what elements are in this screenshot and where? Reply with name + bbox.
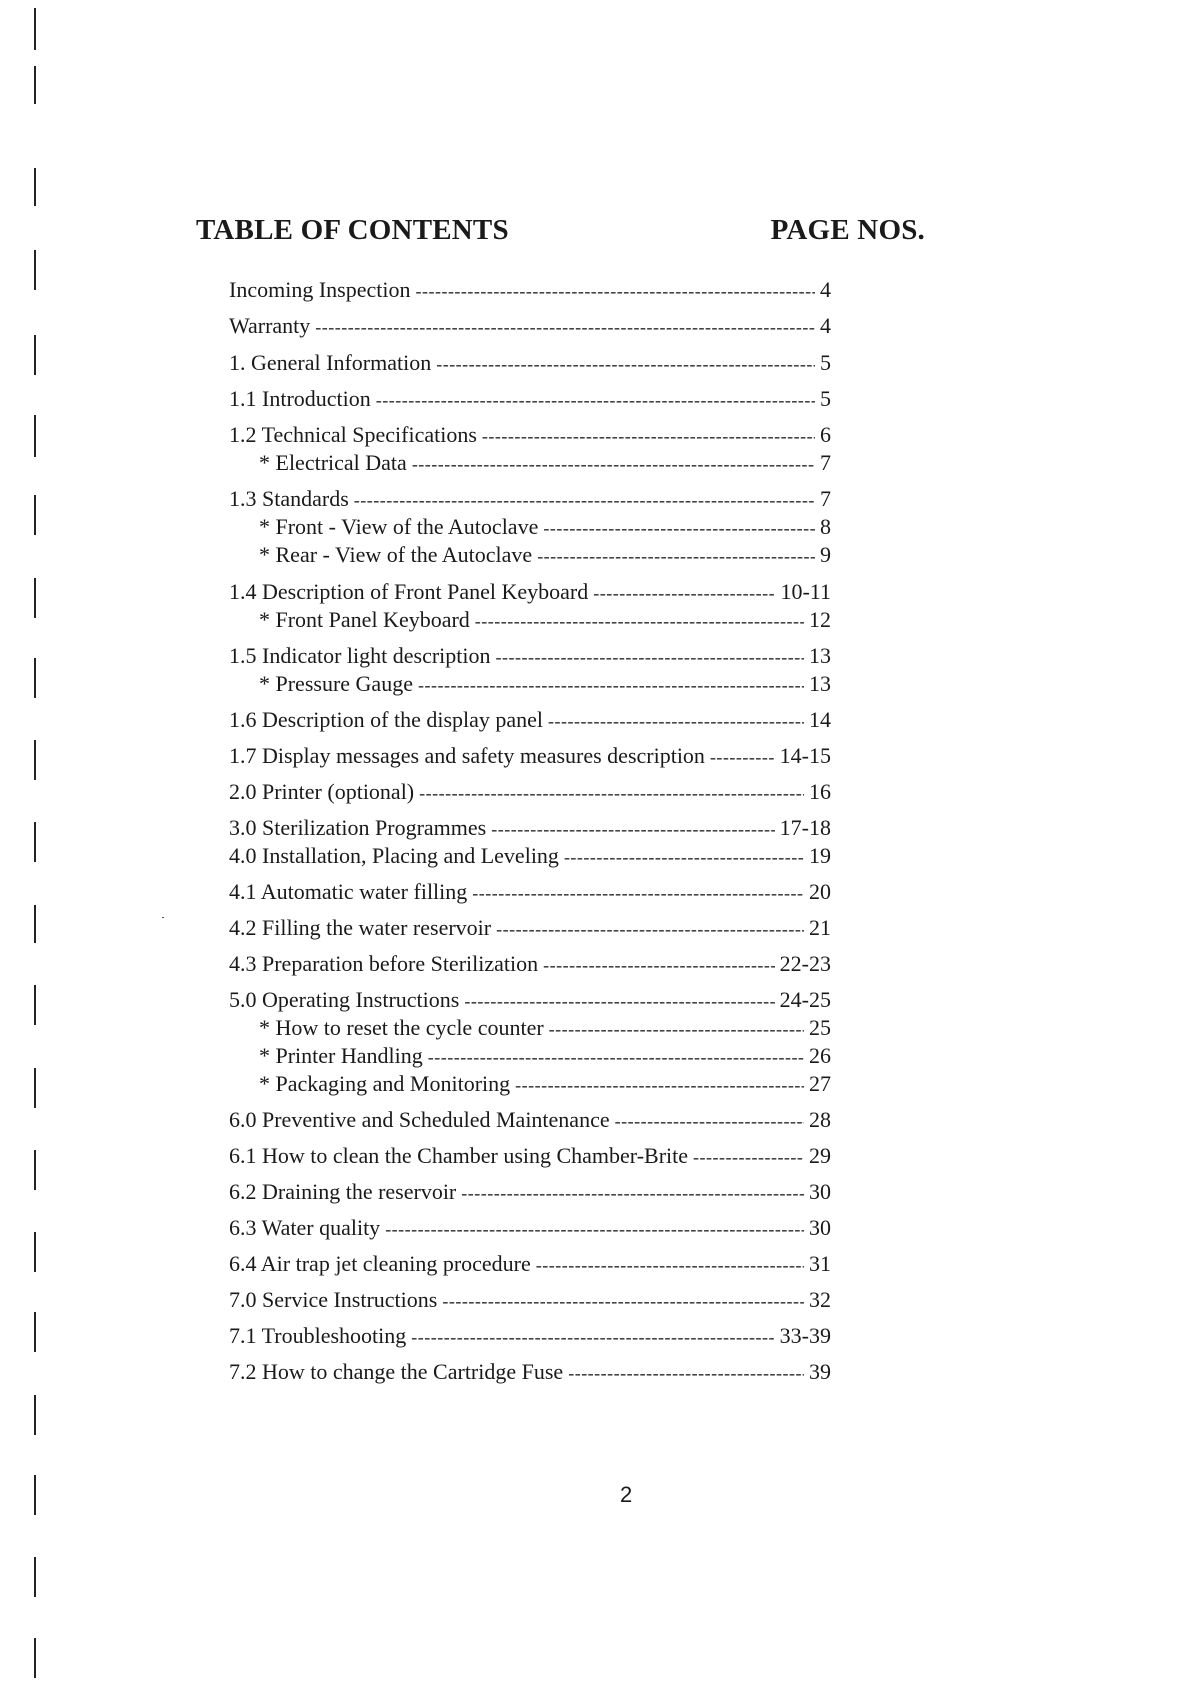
entry-label: 6.1 How to clean the Chamber using Chamber-Brite	[229, 1143, 689, 1168]
dot-leader	[693, 1147, 804, 1168]
entry-label: 1. General Information	[229, 350, 432, 375]
dot-leader	[411, 1327, 774, 1348]
toc-entry[interactable]	[229, 313, 831, 341]
toc-entry[interactable]	[229, 743, 831, 771]
entry-label: 6.4 Air trap jet cleaning procedure	[229, 1251, 531, 1276]
entry-page: 26	[809, 1043, 831, 1068]
entry-page: 39	[809, 1359, 831, 1384]
toc-entry[interactable]	[229, 707, 831, 735]
toc-entry[interactable]	[229, 815, 831, 843]
entry-page: 19	[809, 843, 831, 868]
entry-label: 7.2 How to change the Cartridge Fuse	[229, 1359, 564, 1384]
entry-page: 13	[809, 643, 831, 668]
scan-mark	[34, 822, 36, 862]
dot-leader	[537, 546, 815, 567]
entry-page: 32	[809, 1287, 831, 1312]
entry-label: * Front - View of the Autoclave	[259, 514, 539, 539]
entry-page: 27	[809, 1071, 831, 1096]
entry-label: * Printer Handling	[259, 1043, 423, 1068]
scan-mark	[34, 658, 36, 698]
dot-leader	[593, 583, 775, 604]
dot-leader	[515, 1075, 804, 1096]
entry-page: 17-18	[779, 815, 831, 840]
entry-label: 6.0 Preventive and Scheduled Maintenance	[229, 1107, 610, 1132]
toc-entry[interactable]	[229, 843, 831, 871]
toc-entry[interactable]	[229, 1179, 831, 1207]
dot-leader	[568, 1363, 804, 1384]
toc-subentry[interactable]	[229, 671, 831, 699]
entry-page: 33-39	[779, 1323, 831, 1348]
entry-page: 28	[809, 1107, 831, 1132]
entry-label: 7.1 Troubleshooting	[229, 1323, 407, 1348]
dot-leader	[548, 711, 804, 732]
scan-mark	[34, 905, 36, 943]
entry-page: 29	[809, 1143, 831, 1168]
dot-leader	[549, 1019, 804, 1040]
entry-page: 6	[820, 422, 831, 447]
entry-label: 1.3 Standards	[229, 486, 349, 511]
entry-label: 1.1 Introduction	[229, 386, 371, 411]
entry-page: 30	[809, 1215, 831, 1240]
entry-label: * Pressure Gauge	[259, 671, 413, 696]
dot-leader	[615, 1111, 804, 1132]
dot-leader	[543, 955, 775, 976]
scan-mark	[34, 1068, 36, 1108]
dot-leader	[436, 354, 815, 375]
toc-entry[interactable]	[229, 1215, 831, 1243]
entry-label: 4.3 Preparation before Sterilization	[229, 951, 539, 976]
page-number: 2	[620, 1482, 633, 1507]
dot-leader	[419, 783, 804, 804]
entry-label: 4.2 Filling the water reservoir	[229, 915, 492, 940]
entry-page: 16	[809, 779, 831, 804]
toc-entry[interactable]	[229, 1287, 831, 1315]
toc-entry[interactable]	[229, 951, 831, 979]
entry-page: 4	[820, 277, 831, 302]
dot-leader	[475, 611, 804, 632]
scan-speck	[162, 917, 164, 918]
entry-label: 1.6 Description of the display panel	[229, 707, 544, 732]
toc-entry[interactable]	[229, 643, 831, 671]
scan-mark	[34, 66, 36, 104]
scan-mark	[34, 415, 36, 457]
toc-entry[interactable]	[229, 350, 831, 378]
entry-label: * Electrical Data	[259, 450, 407, 475]
dot-leader	[536, 1255, 804, 1276]
scan-mark	[34, 985, 36, 1025]
entry-page: 31	[809, 1251, 831, 1276]
toc-entry[interactable]	[229, 987, 831, 1015]
toc-entry[interactable]	[229, 1143, 831, 1171]
entry-label: 1.4 Description of Front Panel Keyboard	[229, 579, 589, 604]
dot-leader	[428, 1047, 804, 1068]
toc-subentry[interactable]	[229, 542, 831, 570]
dot-leader	[543, 518, 815, 539]
toc-entry[interactable]	[229, 1323, 831, 1351]
entry-label: * Packaging and Monitoring	[259, 1071, 511, 1096]
dot-leader	[385, 1219, 804, 1240]
dot-leader	[464, 991, 774, 1012]
dot-leader	[418, 675, 804, 696]
dot-leader	[315, 317, 815, 338]
entry-label: 1.2 Technical Specifications	[229, 422, 477, 447]
toc-entry[interactable]	[229, 1359, 831, 1387]
entry-page: 30	[809, 1179, 831, 1204]
entry-label: Warranty	[229, 313, 311, 338]
entry-page: 22-23	[779, 951, 831, 976]
entry-page: 9	[820, 542, 831, 567]
entry-page: 10-11	[780, 579, 831, 604]
scan-mark	[34, 1395, 36, 1435]
entry-page: 20	[809, 879, 831, 904]
dot-leader	[354, 490, 815, 511]
entry-label: 6.3 Water quality	[229, 1215, 381, 1240]
entry-label: 3.0 Sterilization Programmes	[229, 815, 487, 840]
toc-subentry[interactable]	[229, 514, 831, 542]
scan-mark	[34, 1312, 36, 1352]
dot-leader	[415, 281, 815, 302]
entry-page: 24-25	[779, 987, 831, 1012]
dot-leader	[491, 819, 774, 840]
entry-page: 7	[820, 450, 831, 475]
dot-leader	[564, 847, 804, 868]
entry-page: 14-15	[779, 743, 831, 768]
toc-entry[interactable]	[229, 386, 831, 414]
dot-leader	[412, 454, 815, 475]
entry-label: 7.0 Service Instructions	[229, 1287, 438, 1312]
toc-subentry[interactable]	[229, 1071, 831, 1099]
entry-label: 4.0 Installation, Placing and Leveling	[229, 843, 559, 868]
entry-label: 5.0 Operating Instructions	[229, 987, 460, 1012]
scan-mark	[34, 1475, 36, 1515]
entry-page: 21	[809, 915, 831, 940]
toc-subentry[interactable]	[229, 450, 831, 478]
toc-entry[interactable]	[229, 486, 831, 514]
toc-entry[interactable]	[229, 915, 831, 943]
scan-mark	[34, 250, 36, 290]
toc-entry[interactable]	[229, 1107, 831, 1135]
scan-mark	[34, 168, 36, 206]
scan-mark	[34, 1638, 36, 1678]
entry-label: 6.2 Draining the reservoir	[229, 1179, 457, 1204]
dot-leader	[472, 883, 804, 904]
entry-page: 7	[820, 486, 831, 511]
dot-leader	[461, 1183, 804, 1204]
entry-label: * Rear - View of the Autoclave	[259, 542, 533, 567]
entry-label: * How to reset the cycle counter	[259, 1015, 544, 1040]
scan-mark	[34, 8, 36, 50]
entry-page: 5	[820, 350, 831, 375]
entry-page: 8	[820, 514, 831, 539]
dot-leader	[496, 919, 804, 940]
entry-page: 12	[809, 607, 831, 632]
scan-mark	[34, 578, 36, 618]
entry-page: 25	[809, 1015, 831, 1040]
scan-mark	[34, 1150, 36, 1190]
toc-entry[interactable]	[229, 422, 831, 450]
scan-mark	[34, 335, 36, 375]
entry-label: Incoming Inspection	[229, 277, 411, 302]
scan-mark	[34, 740, 36, 780]
entry-label: 1.7 Display messages and safety measures description	[229, 743, 705, 768]
scan-mark	[34, 1232, 36, 1272]
toc-entry[interactable]	[229, 779, 831, 807]
scan-mark	[34, 495, 36, 535]
entry-page: 5	[820, 386, 831, 411]
toc-entry[interactable]	[229, 277, 831, 305]
entry-page: 13	[809, 671, 831, 696]
dot-leader	[376, 390, 815, 411]
dot-leader	[496, 647, 805, 668]
toc-subentry[interactable]	[229, 607, 831, 635]
toc-entry[interactable]	[229, 579, 831, 607]
dot-leader	[710, 747, 775, 768]
entry-label: * Front Panel Keyboard	[259, 607, 470, 632]
scan-mark	[34, 1557, 36, 1597]
toc-entry[interactable]	[229, 879, 831, 907]
dot-leader	[442, 1291, 804, 1312]
entry-label: 2.0 Printer (optional)	[229, 779, 415, 804]
entry-label: 1.5 Indicator light description	[229, 643, 491, 668]
dot-leader	[482, 426, 815, 447]
page-column-heading: PAGE NOS.	[770, 214, 925, 246]
entry-page: 4	[820, 313, 831, 338]
toc-entry[interactable]	[229, 1251, 831, 1279]
entry-page: 14	[809, 707, 831, 732]
entry-label: 4.1 Automatic water filling	[229, 879, 468, 904]
toc-subentry[interactable]	[229, 1015, 831, 1043]
toc-subentry[interactable]	[229, 1043, 831, 1071]
toc-title: TABLE OF CONTENTS	[196, 214, 509, 246]
